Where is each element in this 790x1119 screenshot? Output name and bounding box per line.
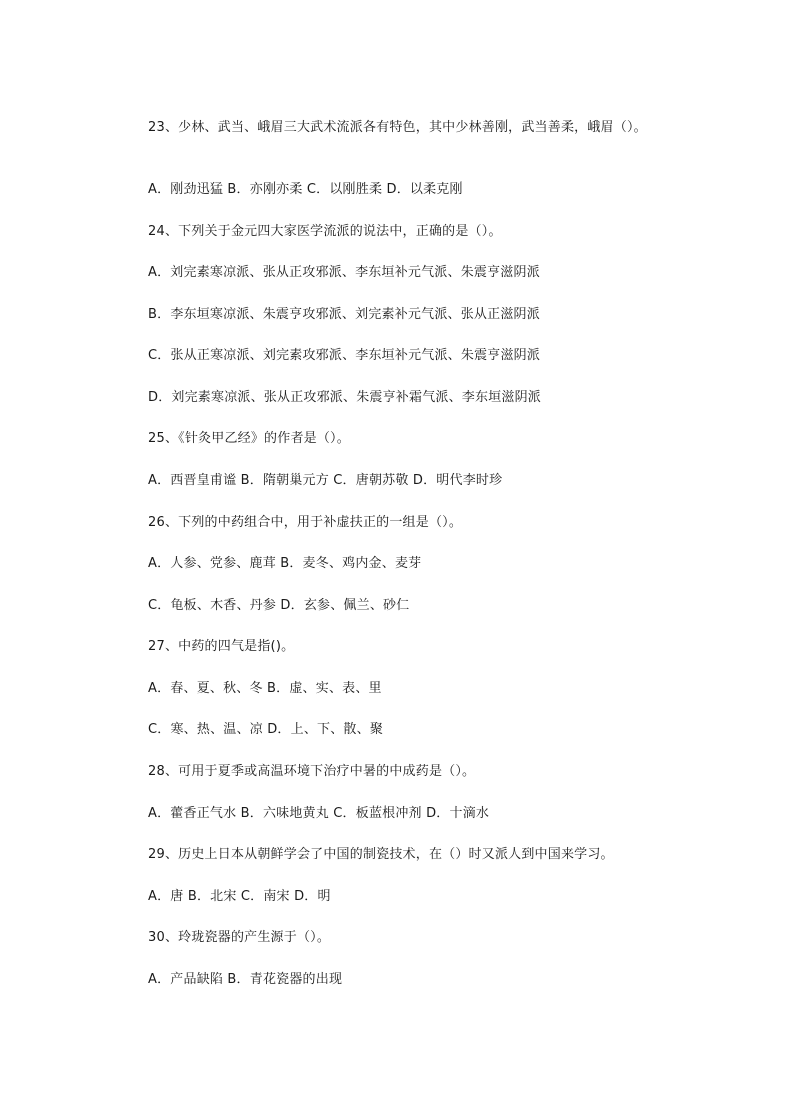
question-25: 25、《针灸甲乙经》的作者是（）。 [148, 431, 350, 446]
option-24-c: C．张从正寒凉派、刘完素攻邪派、李东垣补元气派、朱震亨滋阴派 [148, 348, 541, 363]
options-27-ab: A．春、夏、秋、冬 B．虚、实、表、里 [148, 681, 382, 696]
question-26: 26、下列的中药组合中，用于补虚扶正的一组是（）。 [148, 515, 463, 530]
options-26-cd: C．龟板、木香、丹参 D．玄参、佩兰、砂仁 [148, 598, 410, 613]
options-23: A．刚劲迅猛 B．亦刚亦柔 C．以刚胜柔 D．以柔克刚 [148, 182, 463, 197]
option-24-a: A．刘完素寒凉派、张从正攻邪派、李东垣补元气派、朱震亨滋阴派 [148, 265, 540, 280]
option-24-b: B．李东垣寒凉派、朱震亨攻邪派、刘完素补元气派、张从正滋阴派 [148, 307, 540, 322]
question-29: 29、历史上日本从朝鲜学会了中国的制瓷技术，在（）时又派人到中国来学习。 [148, 847, 614, 862]
question-28: 28、可用于夏季或高温环境下治疗中暑的中成药是（）。 [148, 764, 476, 779]
options-26-ab: A．人参、党参、鹿茸 B．麦冬、鸡内金、麦芽 [148, 556, 422, 571]
question-30: 30、玲珑瓷器的产生源于（）。 [148, 930, 331, 945]
question-24: 24、下列关于金元四大家医学流派的说法中，正确的是（）。 [148, 224, 502, 239]
options-27-cd: C．寒、热、温、凉 D．上、下、散、聚 [148, 722, 384, 737]
options-30: A．产品缺陷 B．青花瓷器的出现 [148, 972, 343, 987]
question-27: 27、中药的四气是指()。 [148, 639, 295, 654]
options-28: A．藿香正气水 B．六味地黄丸 C．板蓝根冲剂 D．十滴水 [148, 806, 490, 821]
options-25: A．西晋皇甫谧 B．隋朝巢元方 C．唐朝苏敬 D．明代李时珍 [148, 473, 503, 488]
options-29: A．唐 B．北宋 C．南宋 D．明 [148, 889, 331, 904]
option-24-d: D．刘完素寒凉派、张从正攻邪派、朱震亨补霜气派、李东垣滋阴派 [148, 390, 542, 405]
question-23: 23、少林、武当、峨眉三大武术流派各有特色，其中少林善刚，武当善柔，峨眉（）。 [148, 120, 647, 135]
